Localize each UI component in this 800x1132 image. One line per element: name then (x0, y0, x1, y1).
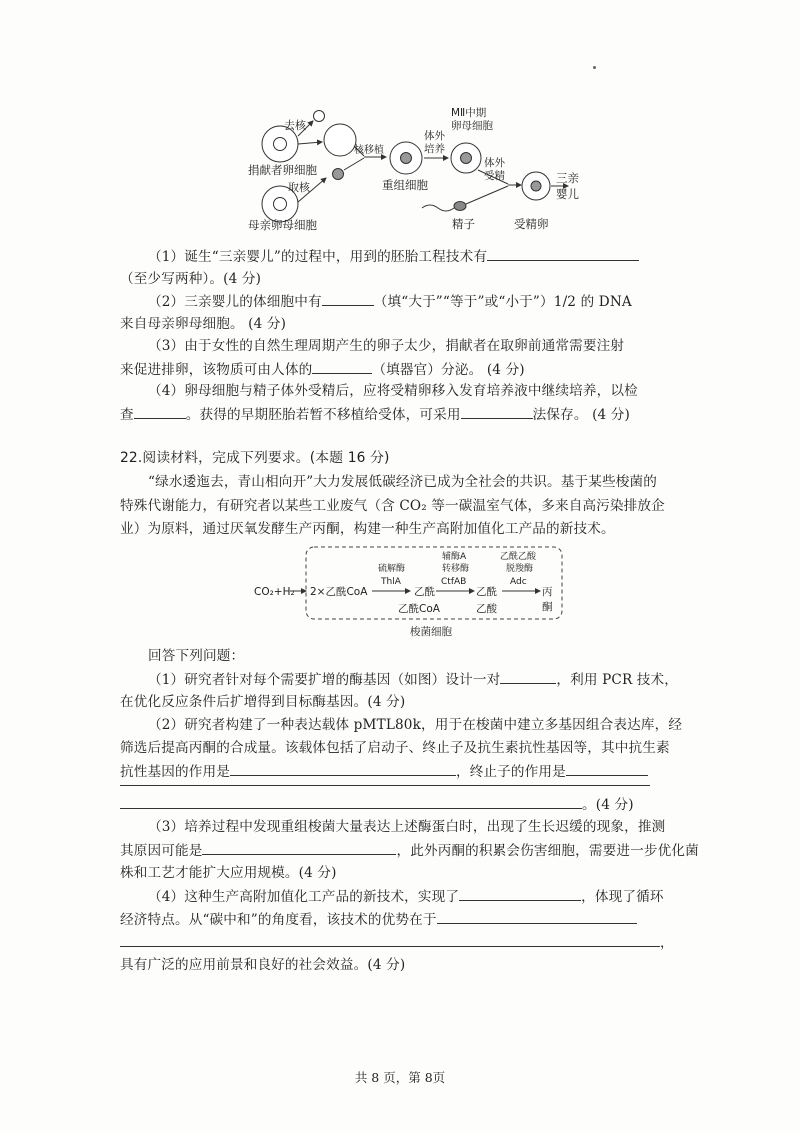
q21-p4-text-c: 法保存。 (4 分) (532, 407, 630, 423)
q21-p3-line1: （3）由于女性的自然生理周期产生的卵子太少，捐献者在取卵前通常需要注射 (148, 338, 625, 354)
answer-blank[interactable] (120, 794, 582, 809)
q21-p4-line1: （4）卵母细胞与精子体外受精后，应将受精卵移入发育培养液中继续培养，以检 (148, 383, 638, 399)
q22-p2-line2: 筛选后提高丙酮的合成量。该载体包括了启动子、终止子及抗生素抗性基因等，其中抗生素 (120, 740, 670, 756)
answer-blank[interactable] (202, 840, 396, 855)
answer-blank[interactable] (566, 761, 648, 776)
enzyme-decarboxylase-2: 脱羧酶 (506, 564, 534, 574)
q21-p2-text-a: （2）三亲婴儿的体细胞中有 (148, 294, 322, 310)
q22-p4-line2 (120, 909, 637, 930)
q22-p4-line4: 具有广泛的应用前景和良好的社会效益。(4 分) (120, 957, 406, 973)
q22-p4-text-a: （4）这种生产高附加值化工产品的新技术，实现了 (148, 889, 460, 905)
product-2: 酮 (542, 601, 553, 613)
q21-p3-text-b: （填器官）分泌。 (4 分) (372, 362, 525, 378)
q22-p2-line5 (120, 794, 634, 815)
label-sperm: 精子 (452, 217, 475, 231)
sperm-head (454, 202, 466, 211)
label-mii-1: MⅡ中期 (451, 107, 487, 119)
reconstructed-nucleus (401, 153, 412, 164)
q22-p1-text-b: ，利用 PCR 技术， (556, 672, 679, 688)
q22-material-line2: 特殊代谢能力，有研究者以某些工业废气（含 CO₂ 等一碳温室气体，多来自高污染排放企 (120, 498, 665, 514)
label-baby-1: 三亲 (556, 171, 579, 185)
q22-material-line3: 业）为原料，通过厌氧发酵生产丙酮，构建一种生产高附加值化工产品的新技术。 (120, 521, 615, 537)
q21-p4-text-a: 查 (120, 407, 134, 423)
q22-p3-line1: （3）培养过程中发现重组梭菌大量表达上述酶蛋白时，出现了生长迟缓的现象，推测 (148, 819, 666, 835)
q22-prompt: 回答下列问题： (148, 648, 245, 664)
q21-p1-line1 (148, 246, 639, 267)
enzyme-coa-transferase-1: 辅酶A (442, 552, 467, 562)
answer-blank[interactable] (312, 359, 372, 374)
label-mother-egg: 母亲卵母细胞 (248, 218, 317, 232)
substrate: CO₂+H₂ (254, 586, 295, 598)
intermediate2-top: 乙酰 (476, 586, 497, 598)
q22-p2-end: 。(4 分) (582, 797, 634, 813)
q22-p2-text-b: ，终止子的作用是 (455, 764, 566, 780)
answer-blank[interactable] (120, 932, 660, 947)
q22-p1-line1 (148, 669, 678, 690)
q21-p4-text-b: 。获得的早期胚胎若暂不移植给受体，可采用 (185, 407, 461, 423)
label-fert-1: 体外 (484, 157, 505, 169)
q22-p1-line2: 在优化反应条件后扩增得到目标酶基因。(4 分) (120, 694, 406, 710)
q21-p2-line1 (148, 291, 632, 312)
gene-adc: Adc (510, 577, 527, 587)
q22-material-line1: “绿水逶迤去，青山相向开”大力发展低碳经济已成为全社会的共识。基于某些梭菌的 (148, 474, 657, 490)
gene-ctfab: CtfAB (441, 577, 467, 587)
q21-p2-text-b: （填“大于”“等于”或“小于”）1/2 的 DNA (373, 294, 632, 310)
gene-thla: ThlA (381, 577, 401, 587)
removed-nucleus (314, 111, 325, 122)
q22-p4-line3 (120, 932, 674, 953)
label-fertilized-egg: 受精卵 (514, 217, 549, 231)
q22-p3-line3: 株和工艺才能扩大应用规模。(4 分) (120, 865, 337, 881)
q22-p4-text-2: 经济特点。从“碳中和”的角度看，该技术的优势在于 (120, 912, 437, 928)
label-reconstructed-cell: 重组细胞 (382, 178, 428, 192)
q22-p2-line1: （2）研究者构建了一种表达载体 pMTL80k，用于在梭菌中建立多基因组合表达库，经 (148, 717, 683, 733)
enzyme-decarboxylase-1: 乙酰乙酸 (500, 552, 537, 562)
label-nuclear-transfer: 核移植 (354, 145, 384, 156)
q22-p2-line3 (120, 761, 648, 782)
q21-p1-line2: （至少写两种）。(4 分) (120, 271, 262, 287)
q22-p4-end: ， (660, 935, 674, 951)
answer-blank[interactable] (487, 246, 639, 261)
product-1: 丙 (542, 586, 553, 598)
q21-p1-text: （1）诞生“三亲婴儿”的过程中，用到的胚胎工程技术有 (148, 249, 488, 265)
answer-blank[interactable] (322, 291, 374, 306)
q21-p4-line2 (120, 404, 630, 425)
answer-blank[interactable] (459, 886, 581, 901)
enzyme-coa-transferase-2: 转移酶 (442, 564, 470, 574)
label-culture-1: 体外 (424, 130, 445, 142)
intermediate1-top: 乙酰 (414, 586, 435, 598)
sperm-tail (422, 205, 454, 211)
answer-line[interactable] (120, 785, 650, 786)
three-parent-baby-diagram (246, 104, 586, 236)
extracted-nucleus (333, 169, 344, 180)
answer-blank[interactable] (461, 404, 533, 419)
label-take-nucleus: 取核 (288, 181, 310, 194)
label-donor-egg: 捐献者卵细胞 (248, 163, 317, 177)
answer-blank[interactable] (500, 669, 556, 684)
q22-p2-text-a: 抗性基因的作用是 (120, 764, 230, 780)
q22-p4-line1 (148, 886, 664, 907)
q22-title: 22.阅读材料，完成下列要求。(本题 16 分) (120, 450, 390, 466)
donor-egg-nucleus (274, 138, 287, 151)
label-fert-2: 受精 (484, 170, 505, 182)
page-footer: 共 8 页，第 8页 (354, 1070, 446, 1085)
answer-blank[interactable] (134, 404, 186, 419)
q21-p3-text-a: 来促进排卵，该物质可由人体的 (120, 362, 313, 378)
label-remove-nucleus: 去核 (284, 119, 306, 132)
enucleated-egg (324, 124, 356, 156)
answer-blank[interactable] (437, 909, 637, 924)
intermediate2-bottom: 乙酸 (476, 603, 497, 615)
cell-caption: 梭菌细胞 (410, 626, 452, 638)
intermediate1-bottom: 乙酰CoA (398, 603, 440, 615)
answer-blank[interactable] (230, 761, 456, 776)
q22-p3-text-a: 其原因可能是 (120, 843, 203, 859)
q21-p2-line2: 来自母亲卵母细胞。 (4 分) (120, 316, 287, 332)
q22-p1-text-a: （1）研究者针对每个需要扩增的酶基因（如图）设计一对 (148, 672, 501, 688)
speck (593, 66, 596, 69)
acetone-pathway-diagram (254, 546, 584, 638)
q22-p4-text-b: ，体现了循环 (581, 889, 664, 905)
label-baby-2: 婴儿 (556, 187, 579, 201)
q22-p3-line2 (120, 840, 699, 861)
label-mii-2: 卵母细胞 (451, 120, 493, 132)
q21-p3-line2 (120, 359, 525, 380)
mother-egg-nucleus (274, 198, 287, 211)
fertilized-egg-nucleus (531, 181, 541, 191)
label-culture-2: 培养 (424, 143, 445, 155)
q22-p3-text-b: ，此外丙酮的积累会伤害细胞，需要进一步优化菌 (396, 843, 699, 859)
mii-oocyte-nucleus (461, 153, 472, 164)
acetyl-coa: 2×乙酰CoA (310, 586, 368, 598)
enzyme-thiolase: 硫解酶 (378, 564, 406, 574)
